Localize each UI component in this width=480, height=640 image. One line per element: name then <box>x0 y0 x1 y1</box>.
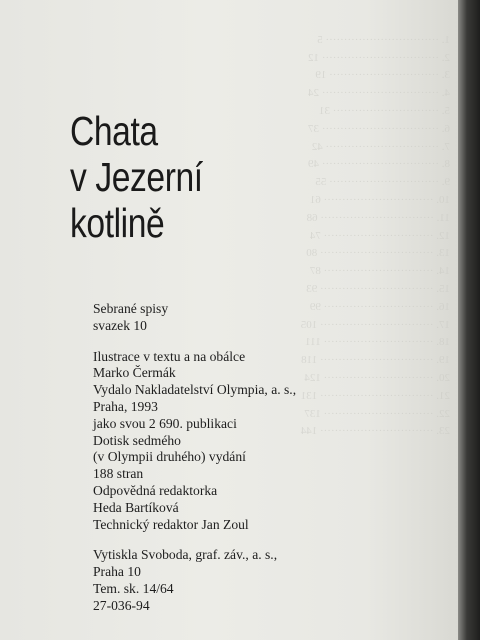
credit-line: jako svou 2 690. publikaci <box>93 415 237 431</box>
colophon <box>93 301 433 615</box>
credit-line: Technický redaktor Jan Zoul <box>93 516 249 532</box>
printer-line: Vytiskla Svoboda, graf. záv., a. s., <box>93 547 278 563</box>
title-line-2: v Jezerní <box>70 154 203 200</box>
volume-number: svazek 10 <box>93 317 147 333</box>
printer-line: 27-036-94 <box>93 597 150 613</box>
credit-line: Dotisk sedmého <box>93 432 181 448</box>
credit-line: (v Olympii druhého) vydání <box>93 449 246 465</box>
credit-line: Heda Bartíková <box>93 499 179 515</box>
title-line-3: kotlině <box>70 200 165 246</box>
printer-line: Tem. sk. 14/64 <box>93 580 174 596</box>
credit-line: Marko Čermák <box>93 365 176 381</box>
title-line-1: Chata <box>70 108 158 154</box>
credit-line: Praha, 1993 <box>93 398 158 414</box>
spacer <box>93 533 433 547</box>
credit-line: Ilustrace v textu a na obálce <box>93 348 246 364</box>
credit-line: 188 stran <box>93 466 144 482</box>
printer-line: Praha 10 <box>93 564 141 580</box>
show-through-text: 1. ······························· 5 2. ································ 12 3. ······························ 19 4. ································ 24 5. ····························· 31 6. ································ 37 7. ······························· 42 8. ································ 49 9. ······························ 55 10. ······························ 61 11. ······························· 68 12. ······························ 74 13. ······························· 80 14. ······························ 87 15. ······························· 93 16. ······························ 99 17. ······························· 105 18. ······························ 111 19. ······························· 118 20. ······························ 124 21. ······························· 131 22. ······························ 137 23. ······························· 144 <box>300 33 450 438</box>
credit-line: Odpovědná redaktorka <box>93 482 218 498</box>
spacer <box>93 335 433 349</box>
book-gutter <box>458 0 480 640</box>
series-name: Sebrané spisy <box>93 301 169 316</box>
book-title <box>70 108 250 246</box>
credit-line: Vydalo Nakladatelství Olympia, a. s., <box>93 382 297 398</box>
